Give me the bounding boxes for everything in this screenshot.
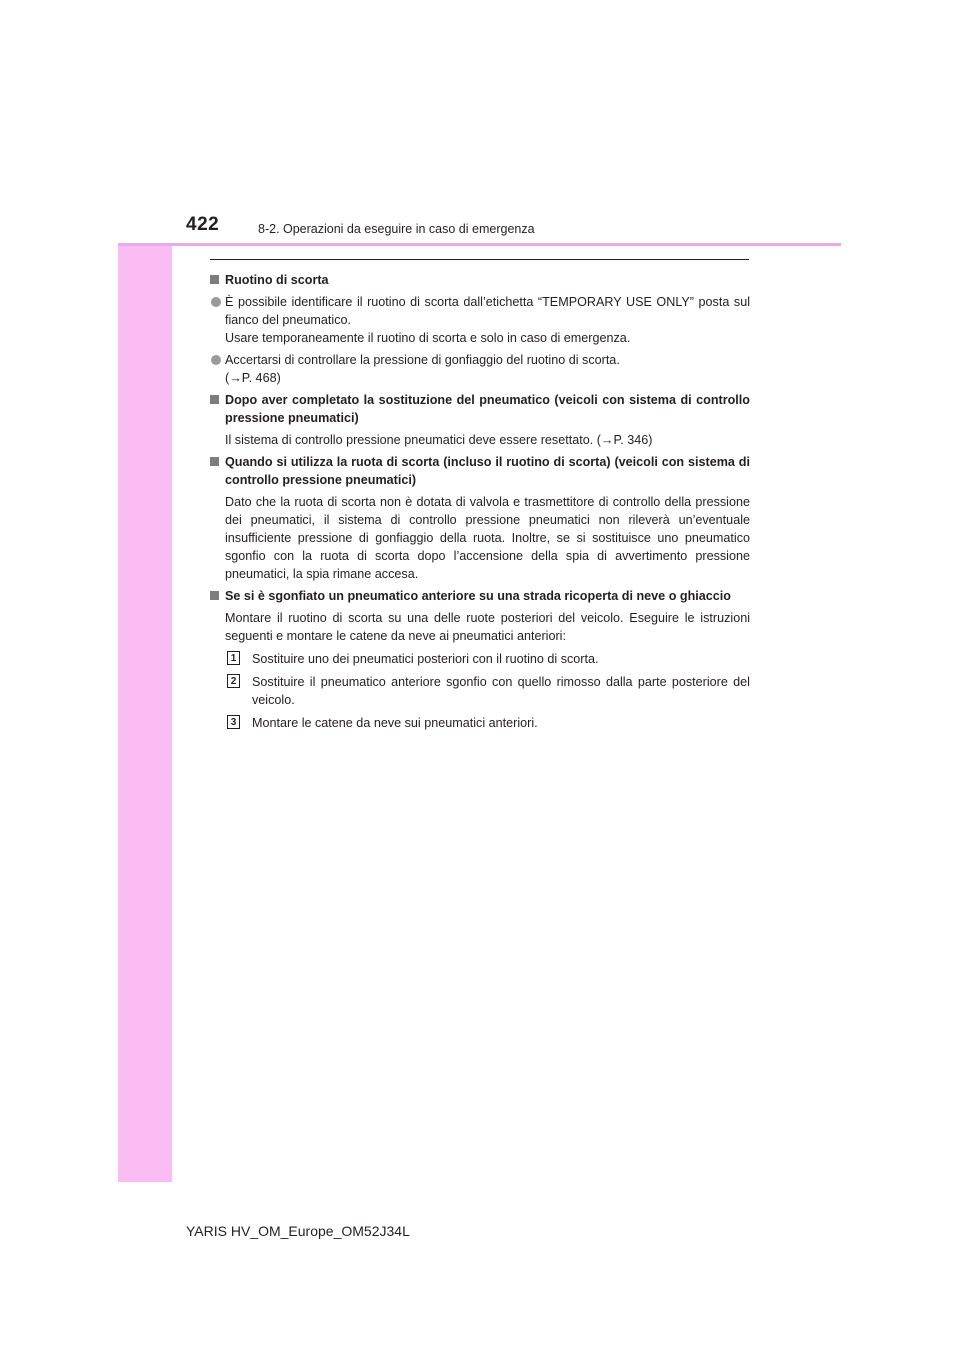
square-bullet-icon: [210, 395, 219, 404]
header-rule: [118, 243, 841, 246]
circle-bullet-icon: [211, 297, 221, 307]
section-heading: [210, 453, 750, 489]
step-item: [210, 673, 750, 709]
square-bullet-icon: [210, 457, 219, 466]
body-text: Il sistema di controllo pressione pneumatici deve essere resettato. (→P. 346): [225, 433, 653, 447]
page-number: 422: [186, 214, 220, 235]
section-title: 8-2. Operazioni da eseguire in caso di emergenza: [258, 222, 535, 236]
heading-text: Ruotino di scorta: [225, 273, 329, 287]
section-heading: [210, 391, 750, 427]
section-heading: [210, 587, 750, 605]
sidebar-tab: [118, 175, 172, 1182]
bullet-text: È possibile identificare il ruotino di scorta dall’etichetta “TEMPORARY USE ONLY” posta sul fianco del pneumatico.: [225, 295, 750, 327]
circle-bullet-icon: [211, 355, 221, 365]
section-heading: [210, 271, 750, 289]
step-text: Montare le catene da neve sui pneumatici anteriori.: [252, 716, 538, 730]
content-divider: [210, 259, 749, 260]
bullet-text: Usare temporaneamente il ruotino di scorta e solo in caso di emergenza.: [225, 331, 631, 345]
body-text: Dato che la ruota di scorta non è dotata di valvola e trasmettitore di controllo della pressione dei pneumatici, il sistema di controllo pressione pneumatici non rileverà un’eventuale insufficiente pressione di gonfiaggio della ruota. Inoltre, se si sostituisce uno pneumatico sgonfio con la ruota di scorta dopo l’accensione della spia di avvertimento pressione pneumatici, la spia rimane accesa.: [225, 495, 750, 581]
page-content: [210, 267, 750, 732]
bullet-item: [210, 293, 750, 347]
step-text: Sostituire il pneumatico anteriore sgonfio con quello rimosso dalla parte posteriore del veicolo.: [252, 675, 750, 707]
step-number-badge: 3: [227, 715, 240, 729]
step-text: Sostituire uno dei pneumatici posteriori con il ruotino di scorta.: [252, 652, 599, 666]
square-bullet-icon: [210, 591, 219, 600]
square-bullet-icon: [210, 275, 219, 284]
bullet-text: Accertarsi di controllare la pressione di gonfiaggio del ruotino di scorta.: [225, 353, 620, 367]
step-number-badge: 1: [227, 651, 240, 665]
step-number-badge: 2: [227, 674, 240, 688]
heading-text: Quando si utilizza la ruota di scorta (incluso il ruotino di scorta) (veicoli con sistema di controllo pressione pneumatici): [225, 455, 750, 487]
page-reference: (→P. 468): [225, 371, 281, 385]
heading-text: Dopo aver completato la sostituzione del pneumatico (veicoli con sistema di controllo pressione pneumatici): [225, 393, 750, 425]
bullet-item: [210, 351, 750, 387]
step-item: [210, 714, 750, 732]
step-item: [210, 650, 750, 668]
heading-text: Se si è sgonfiato un pneumatico anteriore su una strada ricoperta di neve o ghiaccio: [225, 589, 731, 603]
footer-doc-id: YARIS HV_OM_Europe_OM52J34L: [186, 1223, 410, 1239]
body-text: Montare il ruotino di scorta su una delle ruote posteriori del veicolo. Eseguire le istruzioni seguenti e montare le catene da neve ai pneumatici anteriori:: [225, 611, 750, 643]
